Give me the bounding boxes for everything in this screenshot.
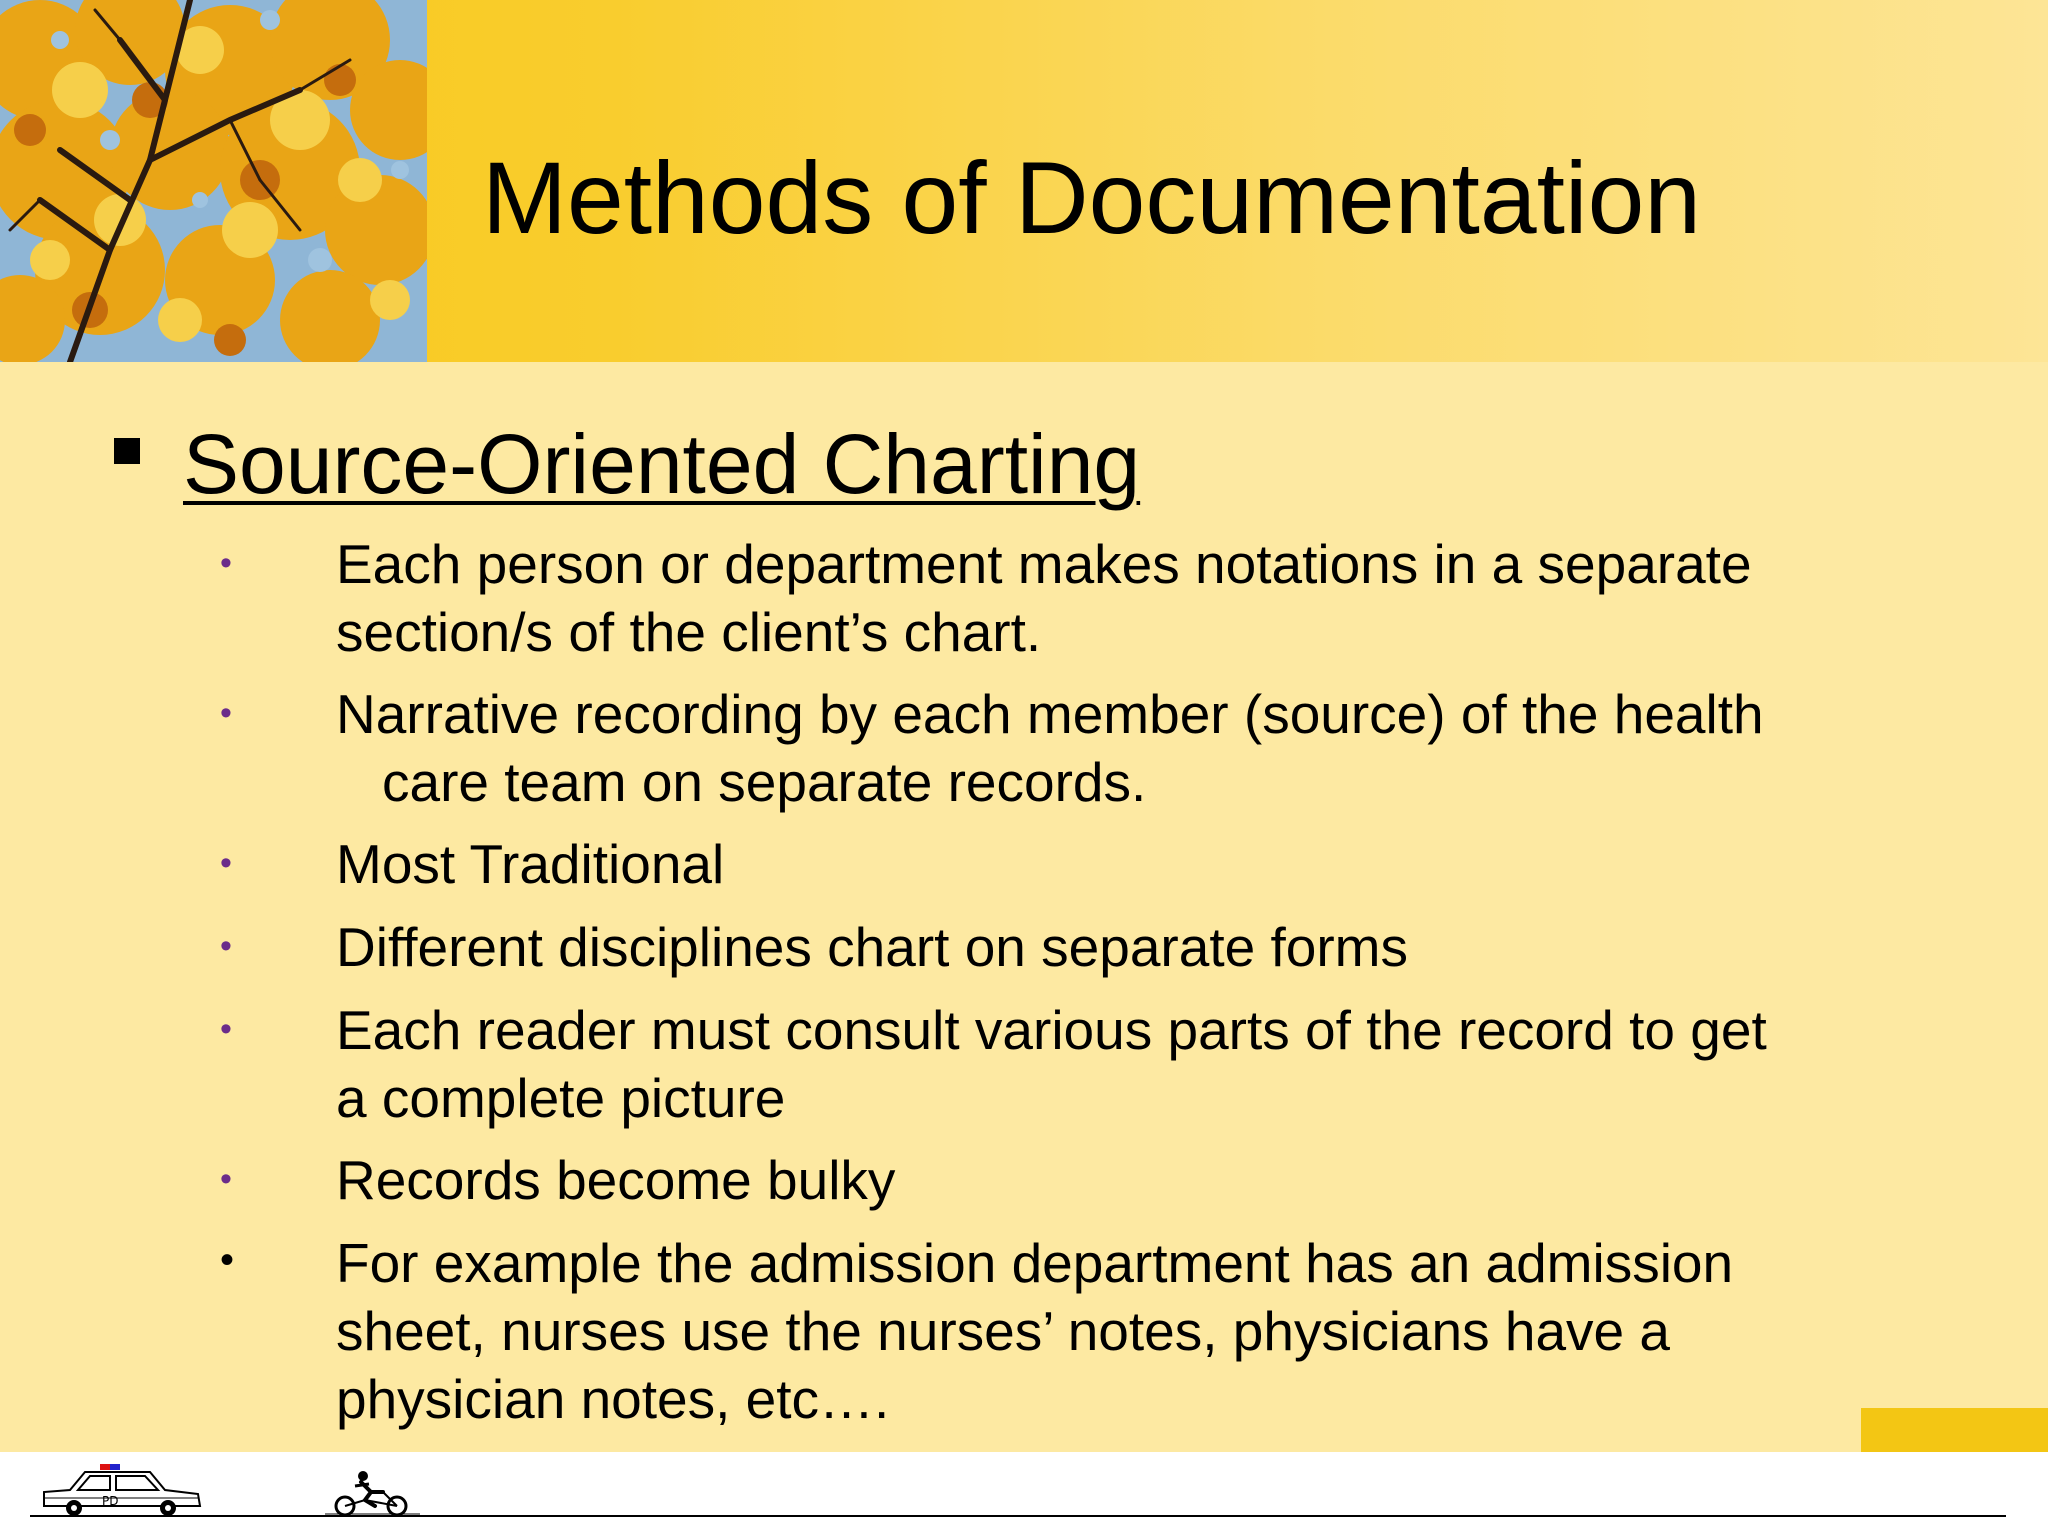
list-item-line: sheet, nurses use the nurses’ notes, physicians have a [336,1300,1671,1362]
cyclist-icon [325,1470,420,1521]
footer-strip [0,1452,2048,1536]
list-item-line: For example the admission department has an admission [336,1232,1734,1294]
section-heading: Source-Oriented Charting [183,417,1141,511]
bullet-marker: • [220,927,232,965]
bullet-marker: • [220,844,232,882]
list-item-line: care team on separate records. [382,751,1147,813]
bullet-marker: • [220,544,232,582]
slide-title: Methods of Documentation [482,141,1702,255]
list-item [336,1229,1836,1433]
list-item-line: Different disciplines chart on separate forms [336,916,1408,978]
list-item-line: Records become bulky [336,1149,896,1211]
bullet-marker: • [220,1160,232,1198]
list-item [336,680,1836,816]
list-item [336,996,1836,1132]
car-label: PD [102,1494,119,1508]
bullet-marker: • [220,1238,235,1282]
list-item-line: Each person or department makes notations in a separate [336,533,1752,595]
list-item [336,830,1836,898]
list-item-line: section/s of the client’s chart. [336,601,1042,663]
police-car-icon [40,1462,205,1523]
bullet-marker: • [220,694,232,732]
list-item [336,1146,1836,1214]
list-item-line: Each reader must consult various parts of the record to get [336,999,1767,1061]
list-item-line: Narrative recording by each member (source) of the health [336,683,1764,745]
list-item-line: Most Traditional [336,833,725,895]
list-item [336,913,1836,981]
bullet-marker: • [220,1010,232,1048]
list-item-line: physician notes, etc…. [336,1368,890,1430]
list-item [336,530,1836,666]
corner-accent [1861,1408,2048,1452]
list-item-line: a complete picture [336,1067,786,1129]
